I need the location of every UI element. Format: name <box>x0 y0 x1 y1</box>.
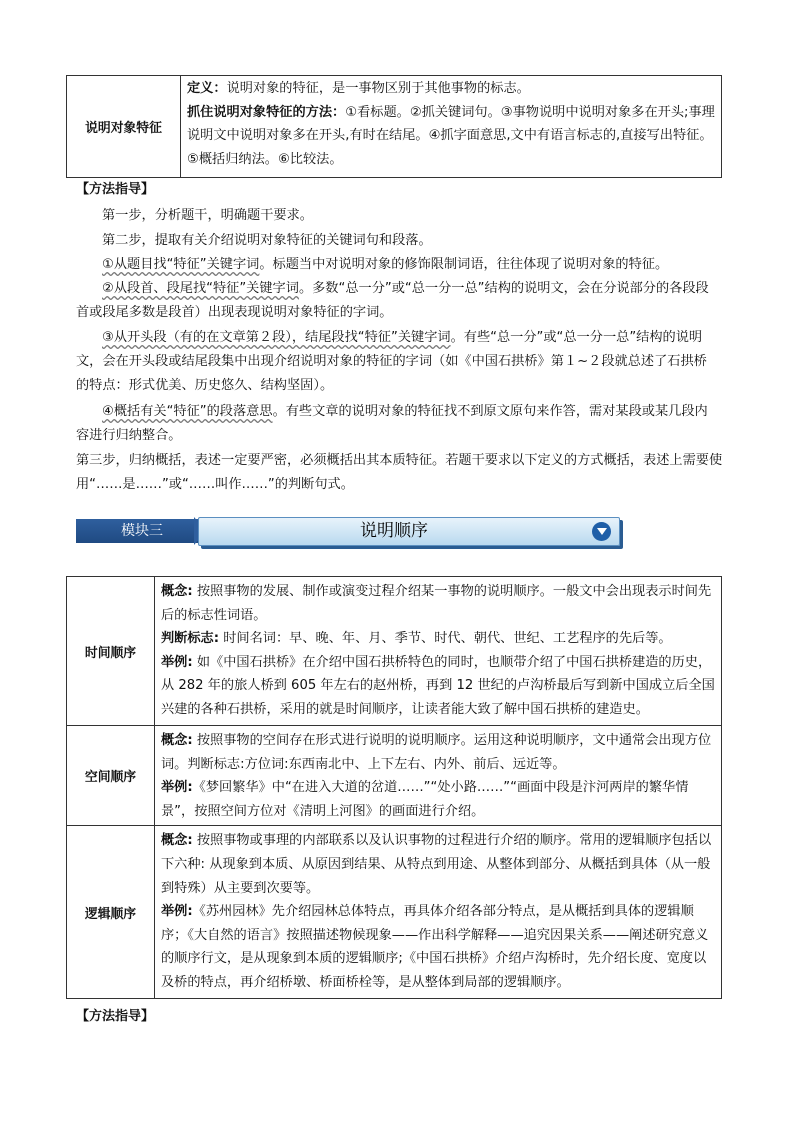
tip-paragraph-start: ②从段首、段尾找“特征”关键字词。多数“总一分”或“总一分一总”结构的说明文，会在分说部分的各段段首或段尾多数是段首）出现表现说明对象特征的字词。 <box>76 281 709 320</box>
module-label: 模块三 <box>76 519 208 543</box>
time-mark: 判断标志: 时间名词：早、晚、年、月、季节、时代、朝代、世纪、工艺程序的先后等。 <box>161 631 672 647</box>
logic-concept: 概念: 按照事物或事理的内部联系以及认识事物的过程进行介绍的顺序。常用的逻辑顺序包括以下六种: 从现象到本质、从原因到结果、从特点到用途、从整体到部分、从概括到具体（从一般到特殊）从主要到次要等。 <box>161 833 712 896</box>
feature-content-cell <box>181 76 722 178</box>
chevron-down-icon[interactable] <box>592 522 611 541</box>
row-content-cell <box>155 577 722 726</box>
feature-methods: 抓住说明对象特征的方法：①看标题。②抓关键词句。③事物说明中说明对象多在开头;事理说明文中说明对象多在开头,有时在结尾。④抓字面意思,文中有语言标志的,直接写出特征。⑤概括归纳法。⑥比较法。 <box>187 104 715 167</box>
row-label-logic: 逻辑顺序 <box>84 906 137 922</box>
row-label-cell <box>67 826 155 999</box>
space-concept: 概念: 按照事物的空间存在形式进行说明的说明顺序。运用这种说明顺序，文中通常会出现方位词。判断标志:方位词:东西南北中、上下左右、内外、前后、远近等。 <box>161 733 712 772</box>
time-example: 举例: 如《中国石拱桥》在介绍中国石拱桥特色的同时，也顺带介绍了中国石拱桥建造的历史，从 282 年的旅人桥到 605 年左右的赵州桥，再到 12 世纪的卢沟桥最后写到新中国成立后全国兴建的各种石拱桥，采用的就是时间顺序，让读者能大致了解中国石拱桥的建造史。 <box>161 654 715 717</box>
table-row <box>67 577 722 726</box>
tip-opening-ending: ③从开头段（有的在文章第２段），结尾段找“特征”关键字词。有些“总一分”或“总一分一总”结构的说明文，会在开头段或结尾段集中出现介绍说明对象的特征的字词（如《中国石拱桥》第１~２段就总述了石拱桥的特点：形式优美、历史悠久、结构坚固）。 <box>76 330 707 393</box>
step-three: 第三步，归纳概括，表述一定要严密，必须概括出其本质特征。若题干要求以下定义的方式概括，表述上需要使用“……是……”或“……叫作……”的判断句式。 <box>76 453 723 492</box>
table-row <box>67 726 722 826</box>
feature-table <box>66 75 722 178</box>
order-table <box>66 576 722 999</box>
row-content-cell <box>155 726 722 826</box>
feature-label-cell <box>67 76 181 178</box>
tip-title: ①从题目找“特征”关键字词。标题当中对说明对象的修饰限制词语，往往体现了说明对象的特征。 <box>102 257 669 272</box>
table-row <box>67 826 722 999</box>
row-label-time: 时间顺序 <box>84 645 137 661</box>
feature-definition: 定义：说明对象的特征，是一事物区别于其他事物的标志。 <box>187 81 530 96</box>
logic-example: 举例:《苏州园林》先介绍园林总体特点，再具体介绍各部分特点，是从概括到具体的逻辑顺序；《大自然的语言》按照描述物候现象——作出科学解释——追究因果关系——阐述研究意义的顺序行文，是从现象到本质的逻辑顺序;《中国石拱桥》介绍卢沟桥时，先介绍长度、宽度以及桥的特点，再介绍桥墩、桥面桥栓等，是从整体到局部的逻辑顺序。 <box>161 904 709 990</box>
module-banner <box>76 517 621 547</box>
row-label-cell <box>67 577 155 726</box>
row-content-cell <box>155 826 722 999</box>
space-example: 举例:《梦回繁华》中“在进入大道的岔道……”“处小路……”“画面中段是汴河两岸的繁华情景”，按照空间方位对《清明上河图》的画面进行介绍。 <box>161 780 689 819</box>
time-concept: 概念: 按照事物的发展、制作或演变过程介绍某一事物的说明顺序。一般文中会出现表示时间先后的标志性词语。 <box>161 584 712 623</box>
method-guide-heading-2: 【方法指导】 <box>76 1009 155 1024</box>
row-label-space: 空间顺序 <box>84 770 137 786</box>
row-label-cell <box>67 726 155 826</box>
method-guide-heading: 【方法指导】 <box>76 182 155 197</box>
tip-summarize: ④概括有关“特征”的段落意思。有些文章的说明对象的特征找不到原文原句来作答，需对某段或某几段内容进行归纳整合。 <box>76 404 708 443</box>
module-title: 说明顺序 <box>360 521 428 541</box>
step-one: 第一步，分析题干，明确题干要求。 <box>102 208 313 223</box>
step-two: 第二步，提取有关介绍说明对象特征的关键词句和段落。 <box>102 233 432 248</box>
feature-label: 说明对象特征 <box>85 121 162 136</box>
module-title-bar <box>198 517 620 546</box>
